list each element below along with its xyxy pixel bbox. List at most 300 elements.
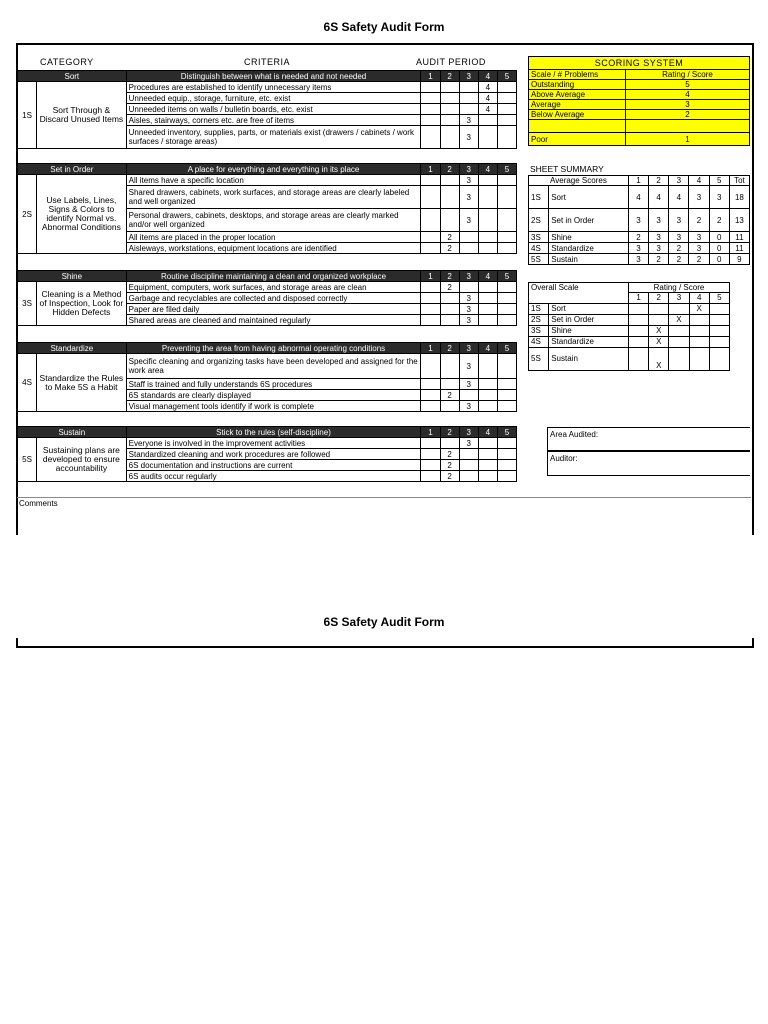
scoring-blank	[529, 120, 626, 133]
comments-divider	[17, 497, 751, 498]
score-cell-empty[interactable]	[478, 315, 497, 326]
score-cell-empty[interactable]	[478, 449, 497, 460]
overall-mark: X	[689, 303, 709, 314]
score-cell-empty[interactable]	[421, 293, 440, 304]
criteria-text: Unneeded inventory, supplies, parts, or materials exist (drawers / cabinets / work surfaces / storage areas)	[126, 126, 421, 149]
summary-col-header: 5	[709, 176, 729, 186]
score-cell-empty[interactable]	[421, 209, 440, 232]
summary-value: 0	[709, 254, 729, 265]
overall-scale-table	[528, 282, 730, 371]
score-cell[interactable]: 2	[440, 282, 459, 293]
score-cell-empty[interactable]	[497, 304, 516, 315]
score-cell[interactable]: 2	[440, 460, 459, 471]
overall-name: Sort	[549, 303, 629, 314]
score-cell-empty[interactable]	[421, 460, 440, 471]
score-cell-empty[interactable]	[421, 304, 440, 315]
section-description: Sort Through & Discard Unused Items	[37, 82, 127, 149]
comments-label: Comments	[19, 499, 58, 508]
criteria-text: Standardized cleaning and work procedures are followed	[126, 449, 421, 460]
scoring-score: 5	[626, 80, 750, 90]
overall-cell-empty	[669, 325, 689, 336]
summary-value: 13	[729, 209, 749, 232]
score-cell-empty[interactable]	[478, 401, 497, 412]
summary-value: 3	[669, 209, 689, 232]
summary-value: 2	[689, 254, 709, 265]
score-cell-empty[interactable]	[478, 460, 497, 471]
avg-scores-label: Average Scores	[529, 176, 629, 186]
score-cell-empty[interactable]	[478, 282, 497, 293]
overall-blank	[529, 293, 629, 304]
criteria-text: Everyone is involved in the improvement activities	[126, 438, 421, 449]
score-cell-empty[interactable]	[459, 93, 478, 104]
summary-value: 2	[669, 254, 689, 265]
period-col-header: 1	[421, 271, 440, 282]
score-cell[interactable]: 3	[459, 379, 478, 390]
score-cell-empty[interactable]	[440, 115, 459, 126]
scoring-label: Poor	[529, 133, 626, 146]
score-cell-empty[interactable]	[440, 293, 459, 304]
score-cell-empty[interactable]	[497, 186, 516, 209]
overall-cell-empty	[628, 325, 648, 336]
summary-id: 5S	[529, 254, 549, 265]
score-cell-empty[interactable]	[440, 104, 459, 115]
overall-rating-label: Rating / Score	[628, 283, 729, 293]
score-cell-empty[interactable]	[497, 82, 516, 93]
summary-value: 3	[689, 243, 709, 254]
criteria-text: 6S standards are clearly displayed	[126, 390, 421, 401]
score-cell-empty[interactable]	[478, 471, 497, 482]
score-cell-empty[interactable]	[421, 243, 440, 254]
section-heading: Stick to the rules (self-discipline)	[126, 427, 421, 438]
summary-col-header: 3	[669, 176, 689, 186]
score-cell[interactable]: 4	[478, 104, 497, 115]
scoring-blank	[626, 120, 750, 133]
section-table-3s	[17, 270, 517, 326]
overall-col-header: 5	[709, 293, 729, 304]
criteria-text: Shared drawers, cabinets, work surfaces, and storage areas are clearly labeled and well organized	[126, 186, 421, 209]
summary-value: 18	[729, 186, 749, 209]
score-cell-empty[interactable]	[421, 354, 440, 379]
section-description: Standardize the Rules to Make 5S a Habit	[37, 354, 127, 412]
summary-value: 3	[689, 232, 709, 243]
overall-cell-empty	[649, 303, 669, 314]
summary-value: 2	[669, 243, 689, 254]
summary-name: Shine	[549, 232, 629, 243]
score-cell-empty[interactable]	[478, 175, 497, 186]
score-cell-empty[interactable]	[478, 126, 497, 149]
score-cell-empty[interactable]	[478, 293, 497, 304]
score-cell[interactable]: 3	[459, 175, 478, 186]
overall-cell-empty	[669, 303, 689, 314]
auditor-field[interactable]: Auditor:	[547, 451, 750, 476]
section-heading: Distinguish between what is needed and not needed	[126, 71, 421, 82]
period-col-header: 1	[421, 164, 440, 175]
section-name: Shine	[18, 271, 127, 282]
summary-value: 2	[649, 254, 669, 265]
overall-mark: X	[649, 325, 669, 336]
scoring-label: Above Average	[529, 90, 626, 100]
score-cell-empty[interactable]	[497, 104, 516, 115]
overall-cell-empty	[689, 314, 709, 325]
score-cell-empty[interactable]	[478, 390, 497, 401]
overall-cell-empty	[709, 347, 729, 370]
form-frame-repeat	[16, 638, 754, 648]
period-col-header: 2	[440, 71, 459, 82]
score-cell-empty[interactable]	[478, 232, 497, 243]
section-table-1s	[17, 70, 517, 149]
page-title-repeat: 6S Safety Audit Form	[323, 615, 445, 629]
summary-value: 3	[649, 243, 669, 254]
score-cell-empty[interactable]	[497, 379, 516, 390]
criteria-text: Staff is trained and fully understands 6S procedures	[126, 379, 421, 390]
overall-id: 5S	[529, 347, 549, 370]
score-cell[interactable]: 3	[459, 209, 478, 232]
period-col-header: 4	[478, 343, 497, 354]
summary-value: 4	[669, 186, 689, 209]
period-col-header: 3	[459, 427, 478, 438]
score-cell-empty[interactable]	[497, 126, 516, 149]
score-cell-empty[interactable]	[478, 379, 497, 390]
sheet-summary-table	[528, 175, 750, 265]
score-cell[interactable]: 3	[459, 293, 478, 304]
score-cell-empty[interactable]	[497, 438, 516, 449]
summary-id: 3S	[529, 232, 549, 243]
overall-title: Overall Scale	[529, 283, 629, 293]
overall-cell-empty	[628, 336, 648, 347]
scoring-score: 2	[626, 110, 750, 120]
summary-col-header: Tot	[729, 176, 749, 186]
score-cell-empty[interactable]	[440, 82, 459, 93]
score-cell-empty[interactable]	[497, 232, 516, 243]
score-cell-empty[interactable]	[459, 460, 478, 471]
overall-mark: X	[669, 314, 689, 325]
score-cell-empty[interactable]	[497, 390, 516, 401]
overall-cell-empty	[709, 325, 729, 336]
score-cell-empty[interactable]	[421, 379, 440, 390]
score-cell-empty[interactable]	[497, 449, 516, 460]
section-id: 5S	[18, 438, 37, 482]
summary-value: 0	[709, 243, 729, 254]
section-description: Cleaning is a Method of Inspection, Look for Hidden Defects	[37, 282, 127, 326]
score-cell-empty[interactable]	[440, 209, 459, 232]
score-cell-empty[interactable]	[421, 82, 440, 93]
summary-value: 3	[649, 232, 669, 243]
criteria-text: Procedures are established to identify unnecessary items	[126, 82, 421, 93]
period-col-header: 2	[440, 271, 459, 282]
overall-name: Shine	[549, 325, 629, 336]
period-col-header: 1	[421, 427, 440, 438]
score-cell-empty[interactable]	[497, 209, 516, 232]
sheet-summary-title: SHEET SUMMARY	[530, 164, 604, 174]
criteria-text: Personal drawers, cabinets, desktops, and storage areas are clearly marked and/or well organized	[126, 209, 421, 232]
score-cell[interactable]: 3	[459, 115, 478, 126]
score-cell-empty[interactable]	[478, 354, 497, 379]
score-cell-empty[interactable]	[478, 186, 497, 209]
score-cell-empty[interactable]	[478, 304, 497, 315]
scoring-system-table	[528, 56, 750, 146]
overall-id: 4S	[529, 336, 549, 347]
score-cell-empty[interactable]	[497, 175, 516, 186]
section-id: 2S	[18, 175, 37, 254]
overall-col-header: 3	[669, 293, 689, 304]
score-cell-empty[interactable]	[478, 209, 497, 232]
score-cell-empty[interactable]	[440, 379, 459, 390]
summary-col-header: 2	[649, 176, 669, 186]
criteria-header: CRITERIA	[244, 57, 291, 67]
criteria-text: Paper are filed daily	[126, 304, 421, 315]
score-cell-empty[interactable]	[497, 315, 516, 326]
period-col-header: 5	[497, 164, 516, 175]
scoring-col-rating: Rating / Score	[626, 70, 750, 80]
score-cell-empty[interactable]	[421, 186, 440, 209]
overall-cell-empty	[689, 347, 709, 370]
criteria-text: Shared areas are cleaned and maintained regularly	[126, 315, 421, 326]
score-cell[interactable]: 4	[478, 82, 497, 93]
section-name: Sustain	[18, 427, 127, 438]
summary-name: Set in Order	[549, 209, 629, 232]
overall-mark: X	[649, 347, 669, 370]
section-table-5s	[17, 426, 517, 482]
score-cell-empty[interactable]	[459, 82, 478, 93]
overall-col-header: 2	[649, 293, 669, 304]
summary-col-header: 4	[689, 176, 709, 186]
criteria-text: Unneeded equip., storage, furniture, etc. exist	[126, 93, 421, 104]
score-cell-empty[interactable]	[497, 93, 516, 104]
period-col-header: 1	[421, 343, 440, 354]
audit-period-header: AUDIT PERIOD	[416, 57, 486, 67]
period-col-header: 4	[478, 164, 497, 175]
summary-col-header: 1	[628, 176, 648, 186]
criteria-text: Aisles, stairways, corners etc. are free of items	[126, 115, 421, 126]
criteria-text: Visual management tools identify if work is complete	[126, 401, 421, 412]
overall-cell-empty	[709, 336, 729, 347]
period-col-header: 5	[497, 71, 516, 82]
period-col-header: 2	[440, 427, 459, 438]
period-col-header: 3	[459, 71, 478, 82]
category-header: CATEGORY	[40, 57, 94, 67]
score-cell-empty[interactable]	[440, 354, 459, 379]
score-cell-empty[interactable]	[440, 438, 459, 449]
score-cell-empty[interactable]	[421, 471, 440, 482]
overall-name: Set in Order	[549, 314, 629, 325]
overall-name: Sustain	[549, 347, 629, 370]
period-col-header: 5	[497, 427, 516, 438]
score-cell[interactable]: 3	[459, 186, 478, 209]
score-cell[interactable]: 3	[459, 315, 478, 326]
score-cell-empty[interactable]	[440, 186, 459, 209]
scoring-score: 3	[626, 100, 750, 110]
period-col-header: 1	[421, 71, 440, 82]
score-cell[interactable]: 3	[459, 304, 478, 315]
summary-value: 2	[709, 209, 729, 232]
criteria-text: Specific cleaning and organizing tasks have been developed and assigned for the work area	[126, 354, 421, 379]
score-cell-empty[interactable]	[459, 449, 478, 460]
section-description: Use Labels, Lines, Signs & Colors to identify Normal vs. Abnormal Conditions	[37, 175, 127, 254]
score-cell-empty[interactable]	[421, 175, 440, 186]
score-cell[interactable]: 2	[440, 390, 459, 401]
overall-id: 3S	[529, 325, 549, 336]
score-cell-empty[interactable]	[497, 243, 516, 254]
section-table-4s	[17, 342, 517, 412]
section-heading: A place for everything and everything in its place	[126, 164, 421, 175]
score-cell-empty[interactable]	[459, 471, 478, 482]
summary-value: 3	[649, 209, 669, 232]
summary-value: 11	[729, 232, 749, 243]
score-cell-empty[interactable]	[421, 126, 440, 149]
overall-cell-empty	[709, 303, 729, 314]
score-cell-empty[interactable]	[421, 282, 440, 293]
score-cell-empty[interactable]	[497, 354, 516, 379]
overall-id: 1S	[529, 303, 549, 314]
section-name: Standardize	[18, 343, 127, 354]
section-name: Sort	[18, 71, 127, 82]
period-col-header: 4	[478, 271, 497, 282]
section-id: 1S	[18, 82, 37, 149]
score-cell-empty[interactable]	[497, 471, 516, 482]
overall-cell-empty	[689, 325, 709, 336]
period-col-header: 5	[497, 343, 516, 354]
summary-id: 4S	[529, 243, 549, 254]
score-cell[interactable]: 4	[478, 93, 497, 104]
overall-cell-empty	[669, 336, 689, 347]
summary-value: 4	[628, 186, 648, 209]
criteria-text: 6S audits occur regularly	[126, 471, 421, 482]
score-cell-empty[interactable]	[497, 115, 516, 126]
period-col-header: 4	[478, 427, 497, 438]
overall-cell-empty	[689, 336, 709, 347]
section-name: Set in Order	[18, 164, 127, 175]
summary-value: 2	[689, 209, 709, 232]
score-cell[interactable]: 3	[459, 354, 478, 379]
section-table-2s	[17, 163, 517, 254]
score-cell-empty[interactable]	[497, 293, 516, 304]
section-heading: Preventing the area from having abnormal operating conditions	[126, 343, 421, 354]
score-cell-empty[interactable]	[440, 126, 459, 149]
summary-value: 3	[689, 186, 709, 209]
score-cell-empty[interactable]	[459, 243, 478, 254]
scoring-score: 1	[626, 133, 750, 146]
summary-name: Sort	[549, 186, 629, 209]
score-cell-empty[interactable]	[421, 390, 440, 401]
overall-cell-empty	[709, 314, 729, 325]
score-cell-empty[interactable]	[459, 282, 478, 293]
section-id: 3S	[18, 282, 37, 326]
criteria-text: Equipment, computers, work surfaces, and storage areas are clean	[126, 282, 421, 293]
score-cell-empty[interactable]	[440, 401, 459, 412]
score-cell-empty[interactable]	[459, 390, 478, 401]
score-cell-empty[interactable]	[421, 93, 440, 104]
score-cell-empty[interactable]	[421, 104, 440, 115]
score-cell-empty[interactable]	[421, 232, 440, 243]
criteria-text: All items have a specific location	[126, 175, 421, 186]
overall-id: 2S	[529, 314, 549, 325]
score-cell-empty[interactable]	[421, 438, 440, 449]
score-cell[interactable]: 2	[440, 449, 459, 460]
criteria-text: All items are placed in the proper location	[126, 232, 421, 243]
scoring-score: 4	[626, 90, 750, 100]
area-audited-field[interactable]: Area Audited:	[547, 427, 750, 451]
summary-value: 3	[628, 243, 648, 254]
period-col-header: 5	[497, 271, 516, 282]
overall-mark: X	[649, 336, 669, 347]
score-cell-empty[interactable]	[421, 315, 440, 326]
period-col-header: 2	[440, 343, 459, 354]
score-cell-empty[interactable]	[497, 282, 516, 293]
overall-cell-empty	[649, 314, 669, 325]
score-cell-empty[interactable]	[440, 304, 459, 315]
criteria-text: 6S documentation and instructions are current	[126, 460, 421, 471]
period-col-header: 4	[478, 71, 497, 82]
period-col-header: 2	[440, 164, 459, 175]
overall-name: Standardize	[549, 336, 629, 347]
score-cell[interactable]: 2	[440, 243, 459, 254]
overall-cell-empty	[628, 303, 648, 314]
page-title: 6S Safety Audit Form	[323, 20, 445, 34]
summary-value: 3	[709, 186, 729, 209]
section-description: Sustaining plans are developed to ensure accountability	[37, 438, 127, 482]
score-cell[interactable]: 3	[459, 126, 478, 149]
score-cell-empty[interactable]	[478, 438, 497, 449]
summary-value: 3	[628, 209, 648, 232]
score-cell-empty[interactable]	[497, 460, 516, 471]
scoring-label: Outstanding	[529, 80, 626, 90]
score-cell-empty[interactable]	[421, 449, 440, 460]
score-cell-empty[interactable]	[497, 401, 516, 412]
summary-value: 2	[628, 232, 648, 243]
scoring-label: Average	[529, 100, 626, 110]
overall-cell-empty	[669, 347, 689, 370]
summary-value: 11	[729, 243, 749, 254]
period-col-header: 3	[459, 164, 478, 175]
score-cell[interactable]: 3	[459, 438, 478, 449]
scoring-label: Below Average	[529, 110, 626, 120]
score-cell-empty[interactable]	[459, 232, 478, 243]
summary-value: 9	[729, 254, 749, 265]
score-cell-empty[interactable]	[440, 175, 459, 186]
score-cell-empty[interactable]	[440, 315, 459, 326]
score-cell[interactable]: 3	[459, 401, 478, 412]
score-cell-empty[interactable]	[478, 243, 497, 254]
summary-id: 2S	[529, 209, 549, 232]
summary-name: Standardize	[549, 243, 629, 254]
period-col-header: 3	[459, 343, 478, 354]
score-cell-empty[interactable]	[478, 115, 497, 126]
score-cell-empty[interactable]	[421, 115, 440, 126]
scoring-col-scale: Scale / # Problems	[529, 70, 626, 80]
period-col-header: 3	[459, 271, 478, 282]
criteria-text: Aisleways, workstations, equipment locations are identified	[126, 243, 421, 254]
summary-value: 3	[628, 254, 648, 265]
criteria-text: Unneeded items on walls / bulletin boards, etc. exist	[126, 104, 421, 115]
score-cell[interactable]: 2	[440, 232, 459, 243]
summary-id: 1S	[529, 186, 549, 209]
score-cell-empty[interactable]	[440, 93, 459, 104]
overall-col-header: 1	[628, 293, 648, 304]
overall-col-header: 4	[689, 293, 709, 304]
overall-cell-empty	[628, 314, 648, 325]
scoring-title: SCORING SYSTEM	[529, 57, 750, 70]
score-cell-empty[interactable]	[421, 401, 440, 412]
score-cell[interactable]: 2	[440, 471, 459, 482]
section-id: 4S	[18, 354, 37, 412]
summary-value: 3	[669, 232, 689, 243]
summary-value: 4	[649, 186, 669, 209]
summary-value: 0	[709, 232, 729, 243]
score-cell-empty[interactable]	[459, 104, 478, 115]
section-heading: Routine discipline maintaining a clean and organized workplace	[126, 271, 421, 282]
summary-name: Sustain	[549, 254, 629, 265]
criteria-text: Garbage and recyclables are collected and disposed correctly	[126, 293, 421, 304]
